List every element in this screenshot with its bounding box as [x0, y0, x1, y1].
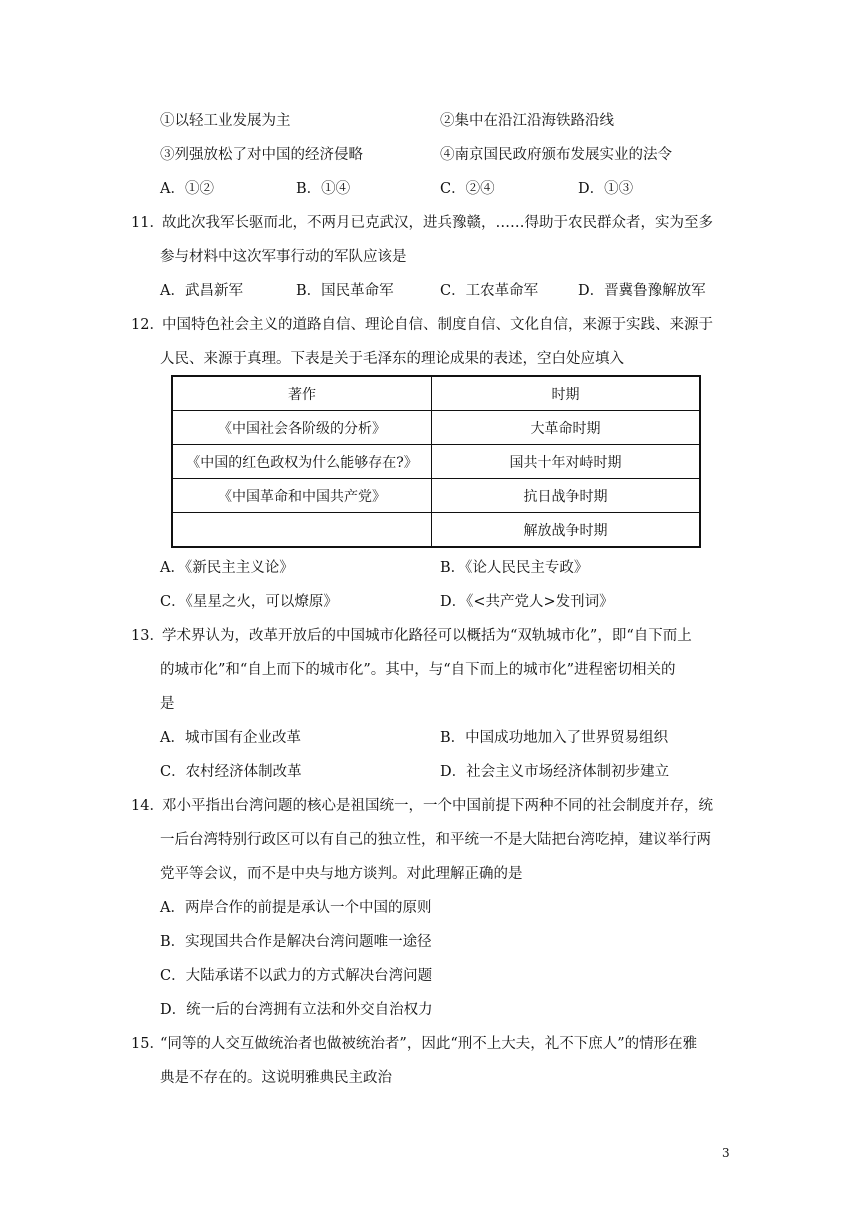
q14-choice-d: D．统一后的台湾拥有立法和外交自治权力	[160, 1002, 433, 1018]
q13-stem-line1: 学术界认为，改革开放后的中国城市化路径可以概括为“双轨城市化”，即“自下而上	[162, 628, 692, 644]
q12-choice-a: A．《新民主主义论》	[160, 560, 294, 576]
table-cell-work: 《中国的红色政权为什么能够存在?》	[172, 445, 432, 479]
q11-stem-line2: 参与材料中这次军事行动的军队应该是	[160, 249, 407, 265]
q10-option-4: ④南京国民政府颁布发展实业的法令	[440, 147, 672, 163]
q11-stem-line1: 故此次我军长驱而北，不两月已克武汉，进兵豫赣，……得助于农民群众者，实为至多	[162, 215, 713, 231]
q13-stem-line2: 的城市化”和“自上而下的城市化”。其中，与“自下而上的城市化”进程密切相关的	[160, 662, 676, 678]
q11-choice-c: C．工农革命军	[440, 283, 539, 299]
q14-stem-line1: 邓小平指出台湾问题的核心是祖国统一，一个中国前提下两种不同的社会制度并存，统	[162, 798, 713, 814]
table-cell-work-blank	[172, 513, 432, 548]
table-row	[172, 479, 700, 513]
q11-number: 11．	[131, 215, 164, 231]
table-cell-work: 《中国社会各阶级的分析》	[172, 411, 432, 445]
q11-choice-d: D．晋冀鲁豫解放军	[578, 283, 706, 299]
q10-choice-a: A．①②	[160, 181, 214, 197]
q12-number: 12．	[131, 317, 164, 333]
q10-choice-c: C．②④	[440, 181, 495, 197]
table-header-period: 时期	[432, 376, 701, 411]
q11-choice-b: B．国民革命军	[296, 283, 394, 299]
q13-stem-line3: 是	[160, 696, 175, 712]
q14-choice-b: B．实现国共合作是解决台湾问题唯一途径	[160, 934, 432, 950]
table-header-row	[172, 376, 700, 411]
q14-stem-line3: 党平等会议，而不是中央与地方谈判。对此理解正确的是	[160, 866, 523, 882]
q13-choice-b: B．中国成功地加入了世界贸易组织	[440, 730, 669, 746]
table-cell-period: 国共十年对峙时期	[432, 445, 701, 479]
q10-choice-d: D．①③	[578, 181, 634, 197]
table-cell-period: 抗日战争时期	[432, 479, 701, 513]
q12-choice-d: D．《<共产党人>发刊词》	[440, 594, 614, 610]
q14-choice-c: C．大陆承诺不以武力的方式解决台湾问题	[160, 968, 433, 984]
table-header-works: 著作	[172, 376, 432, 411]
table-cell-period: 大革命时期	[432, 411, 701, 445]
table-cell-period: 解放战争时期	[432, 513, 701, 548]
q15-stem-line2: 典是不存在的。这说明雅典民主政治	[160, 1070, 392, 1086]
table-cell-work: 《中国革命和中国共产党》	[172, 479, 432, 513]
q10-option-3: ③列强放松了对中国的经济侵略	[160, 147, 363, 163]
q12-choice-c: C．《星星之火，可以燎原》	[160, 594, 338, 610]
q14-number: 14．	[131, 798, 164, 814]
q10-choice-b: B．①④	[296, 181, 351, 197]
works-period-table	[171, 375, 701, 548]
q13-choice-a: A．城市国有企业改革	[160, 730, 301, 746]
q14-stem-line2: 一后台湾特别行政区可以有自己的独立性，和平统一不是大陆把台湾吃掉，建议举行两	[160, 832, 711, 848]
q13-choice-d: D．社会主义市场经济体制初步建立	[440, 764, 670, 780]
q11-choice-a: A．武昌新军	[160, 283, 243, 299]
table-row	[172, 445, 700, 479]
q13-number: 13．	[131, 628, 164, 644]
q14-choice-a: A．两岸合作的前提是承认一个中国的原则	[160, 900, 432, 916]
table-row	[172, 513, 700, 548]
q12-stem-line1: 中国特色社会主义的道路自信、理论自信、制度自信、文化自信，来源于实践、来源于	[162, 317, 713, 333]
q15-number: 15．	[131, 1036, 164, 1052]
q10-option-1: ①以轻工业发展为主	[160, 113, 291, 129]
q12-stem-line2: 人民、来源于真理。下表是关于毛泽东的理论成果的表述，空白处应填入	[160, 351, 624, 367]
q13-choice-c: C．农村经济体制改革	[160, 764, 302, 780]
table-row	[172, 411, 700, 445]
q15-stem-line1: “同等的人交互做统治者也做被统治者”，因此“刑不上大夫，礼不下庶人”的情形在雅	[160, 1036, 698, 1052]
q10-option-2: ②集中在沿江沿海铁路沿线	[440, 113, 614, 129]
page-number: 3	[722, 1146, 730, 1160]
q12-choice-b: B．《论人民民主专政》	[440, 560, 589, 576]
